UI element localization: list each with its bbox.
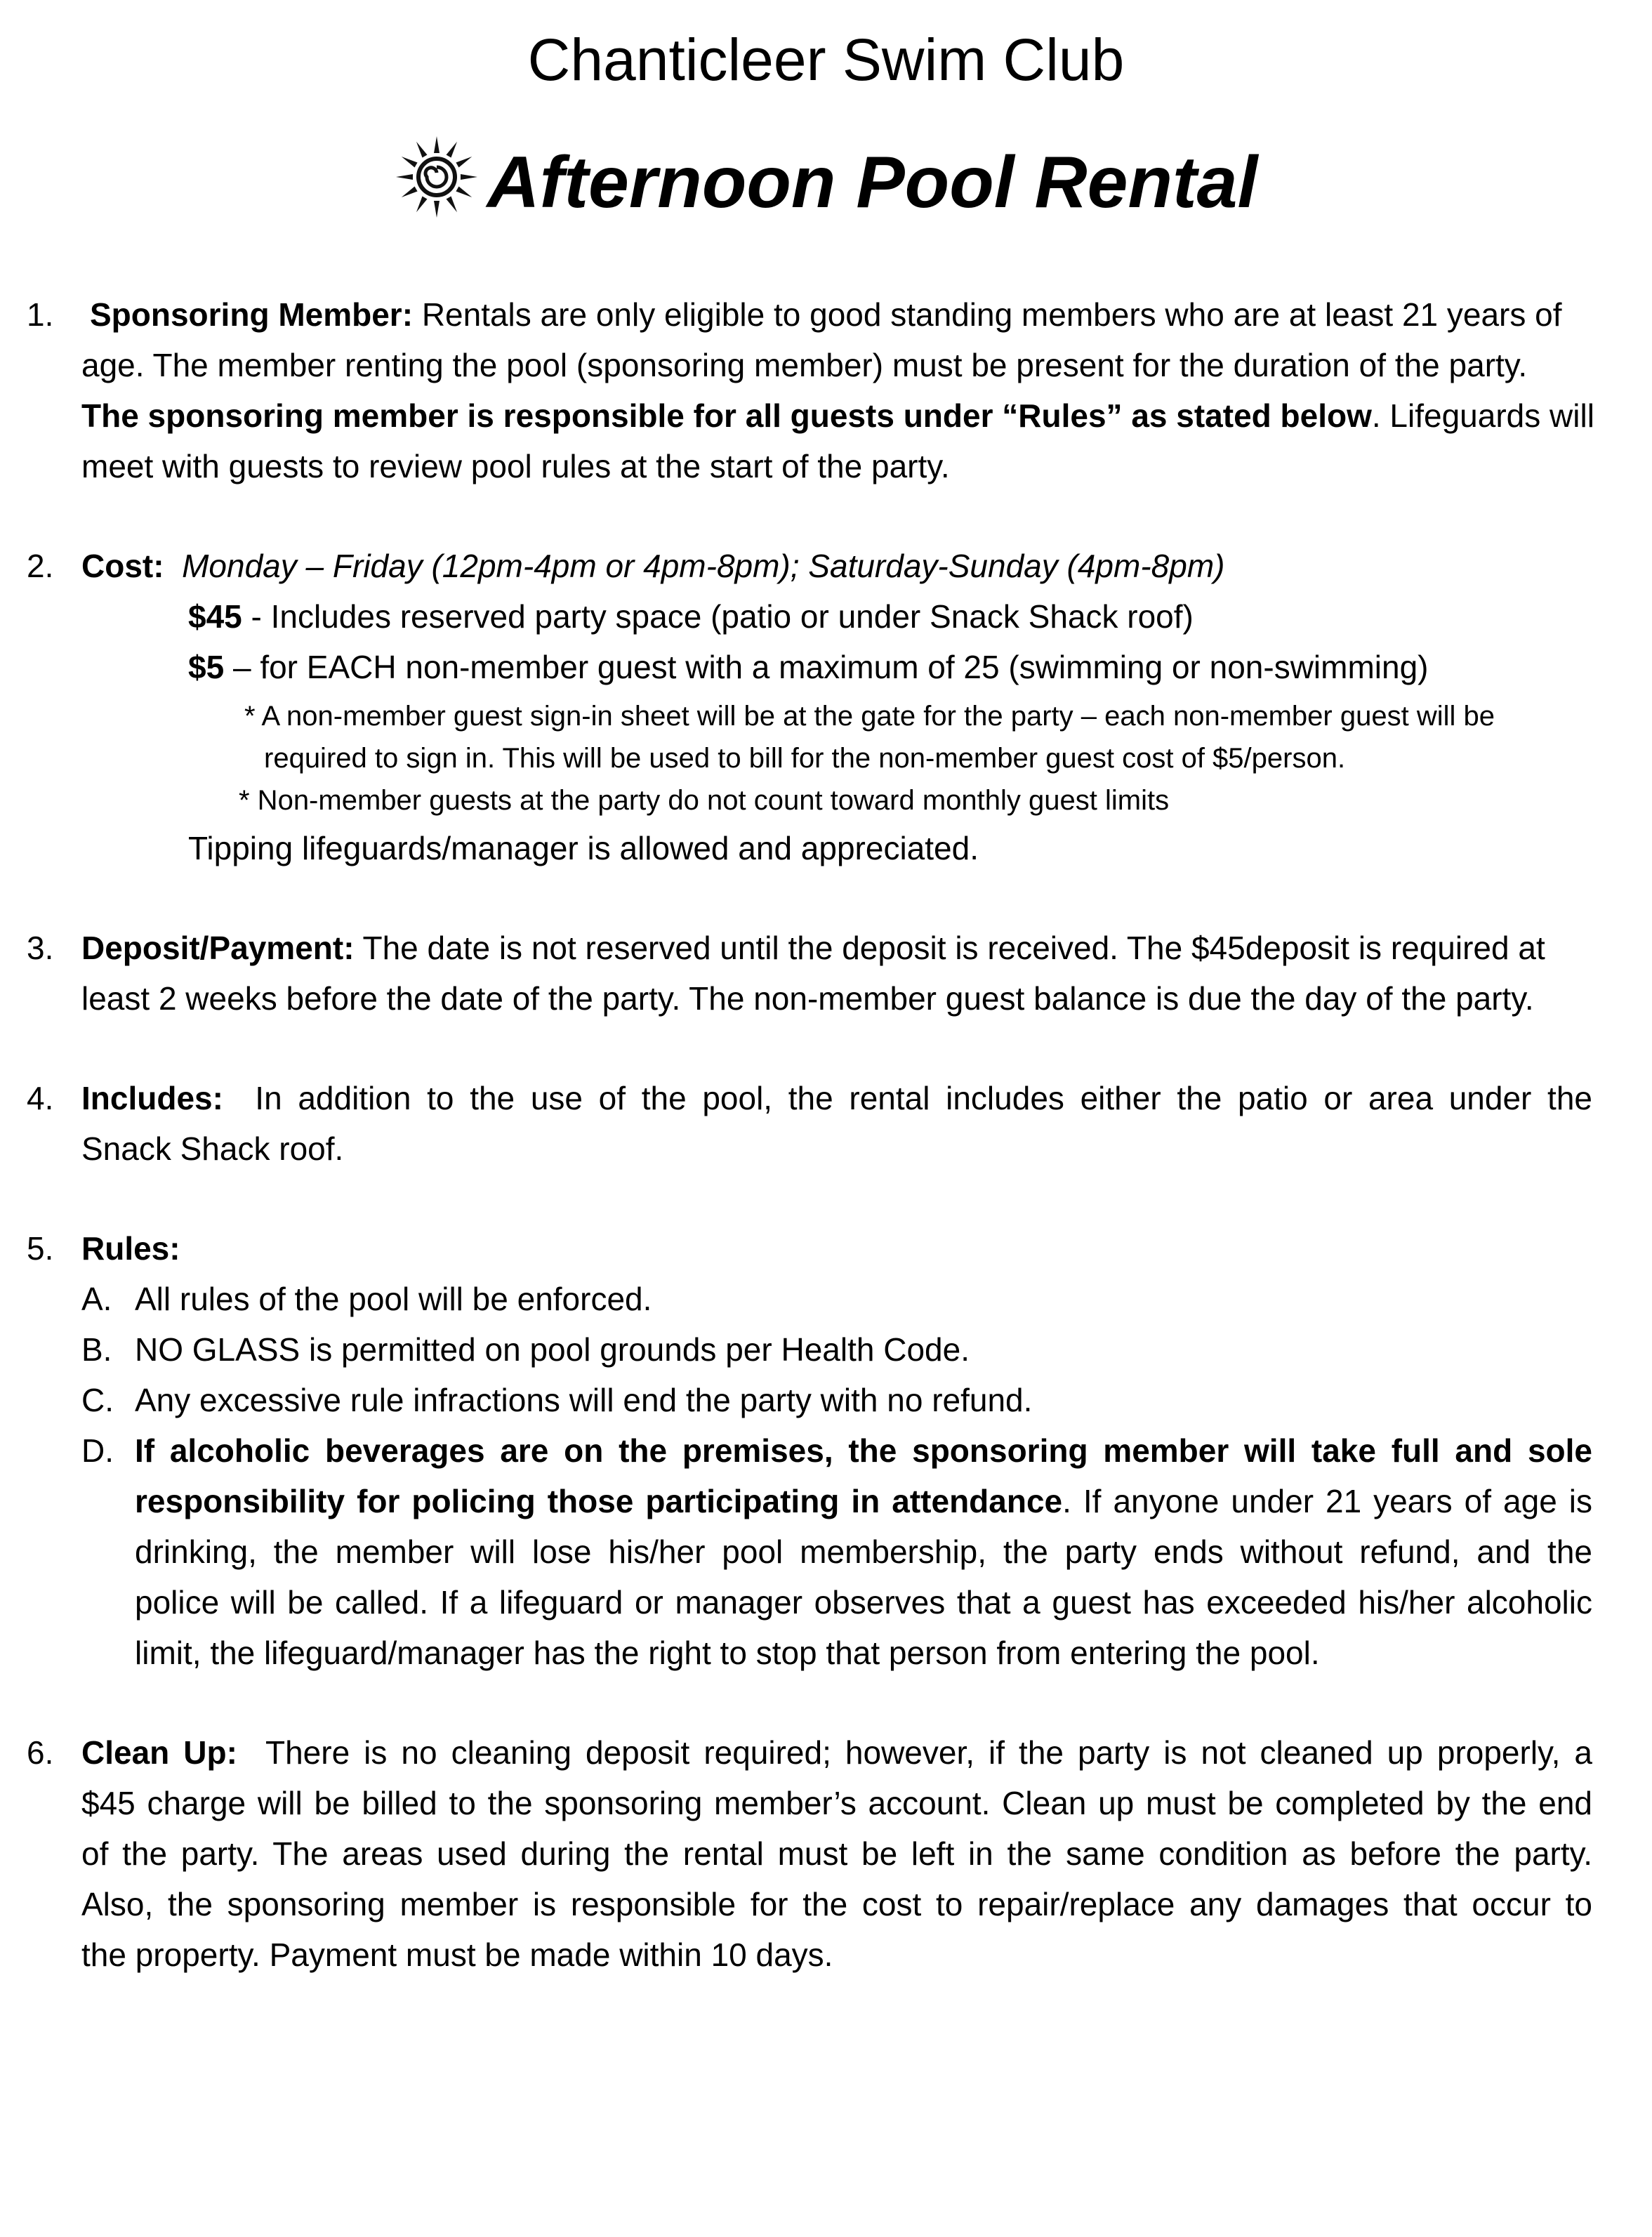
rental-title: Afternoon Pool Rental (487, 142, 1258, 223)
item-line (81, 1727, 1592, 1778)
item-heading: Cost: (81, 548, 164, 584)
rule-letter: A. (81, 1281, 112, 1317)
tipping-line: Tipping lifeguards/manager is allowed and appreciated. (188, 830, 979, 866)
fee-amount: $5 (188, 649, 225, 685)
item-bold-text: The sponsoring member is responsible for all guests under “Rules” as stated below (81, 397, 1372, 434)
item-text: . Lifeguards will (1371, 397, 1594, 434)
item-heading: Clean Up: (81, 1734, 237, 1771)
sun-icon (395, 133, 479, 225)
item-line: Snack Shack roof. (81, 1130, 344, 1167)
item-text: Rentals are only eligible to good standing members who are at least 21 years of (421, 296, 1562, 333)
rule-bold-text: responsibility for policing those participating in attendance (135, 1483, 1063, 1519)
item-number: 4. (27, 1080, 54, 1116)
rule-text: police will be called. If a lifeguard or manager observes that a guest has exceeded his/her alcoholic (135, 1584, 1592, 1621)
rule-text: Any excessive rule infractions will end the party with no refund. (135, 1382, 1033, 1418)
item-line: the property. Payment must be made within 10 days. (81, 1936, 833, 1973)
fee-text: – for EACH non-member guest with a maximum of 25 (swimming or non-swimming) (224, 649, 1429, 685)
item-text: The date is not reserved until the deposit is received. The $45deposit is required at (354, 930, 1545, 966)
rule-text (135, 1476, 1592, 1526)
item-heading: Rules: (81, 1230, 180, 1267)
rule-text: drinking, the member will lose his/her pool membership, the party ends without refund, and the (135, 1533, 1592, 1570)
item-line: age. The member renting the pool (sponsoring member) must be present for the duration of the party. (81, 347, 1528, 383)
item-number: 2. (27, 548, 54, 584)
rule-bold-text: If alcoholic beverages are on the premises, the sponsoring member will take full and sole (135, 1432, 1592, 1469)
item-line: $45 charge will be billed to the sponsoring member’s account. Clean up must be completed by the end (81, 1785, 1592, 1821)
item-line: meet with guests to review pool rules at the start of the party. (81, 448, 950, 484)
item-line: of the party. The areas used during the rental must be left in the same condition as before the party. (81, 1835, 1592, 1872)
item-line (90, 289, 1601, 340)
item-number: 3. (27, 930, 54, 966)
rule-text: NO GLASS is permitted on pool grounds per Health Code. (135, 1331, 970, 1368)
fee-amount: $45 (188, 598, 242, 635)
item-number: 5. (27, 1230, 54, 1267)
fee-line (188, 591, 1194, 642)
cost-schedule: Monday – Friday (12pm-4pm or 4pm-8pm); Saturday-Sunday (4pm-8pm) (182, 548, 1225, 584)
item-line: least 2 weeks before the date of the party. The non-member guest balance is due the day of the party. (81, 980, 1534, 1017)
rule-text: limit, the lifeguard/manager has the right to stop that person from entering the pool. (135, 1635, 1320, 1671)
item-line (81, 1223, 1592, 1274)
item-heading: Sponsoring Member: (90, 296, 414, 333)
item-number: 1. (27, 296, 54, 333)
rental-title-row (0, 137, 1652, 228)
rule-text: All rules of the pool will be enforced. (135, 1281, 652, 1317)
item-line (81, 1073, 1592, 1123)
item-line (81, 390, 1592, 441)
note-line: * A non-member guest sign-in sheet will be at the gate for the party – each non-member guest will be (244, 701, 1495, 732)
item-text: In addition to the use of the pool, the rental includes either the patio or area under the (255, 1080, 1592, 1116)
club-title: Chanticleer Swim Club (527, 27, 1125, 93)
fee-text: - Includes reserved party space (patio or under Snack Shack roof) (242, 598, 1194, 635)
fee-line (188, 642, 1428, 692)
note-line: required to sign in. This will be used to bill for the non-member guest cost of $5/person. (264, 743, 1346, 774)
item-text: There is no cleaning deposit required; however, if the party is not cleaned up properly, a (265, 1734, 1593, 1771)
rule-letter: D. (81, 1432, 114, 1469)
rule-letter: C. (81, 1382, 114, 1418)
item-line (81, 541, 1592, 591)
item-heading: Includes: (81, 1080, 223, 1116)
rule-text-part: . If anyone under 21 years of age is (1062, 1483, 1592, 1519)
rule-text (135, 1425, 1592, 1476)
item-heading: Deposit/Payment: (81, 930, 355, 966)
item-number: 6. (27, 1734, 54, 1771)
item-line (81, 923, 1592, 973)
item-line: Also, the sponsoring member is responsible for the cost to repair/replace any damages that occur to (81, 1886, 1592, 1922)
rule-letter: B. (81, 1331, 112, 1368)
note-line: * Non-member guests at the party do not count toward monthly guest limits (239, 785, 1170, 816)
